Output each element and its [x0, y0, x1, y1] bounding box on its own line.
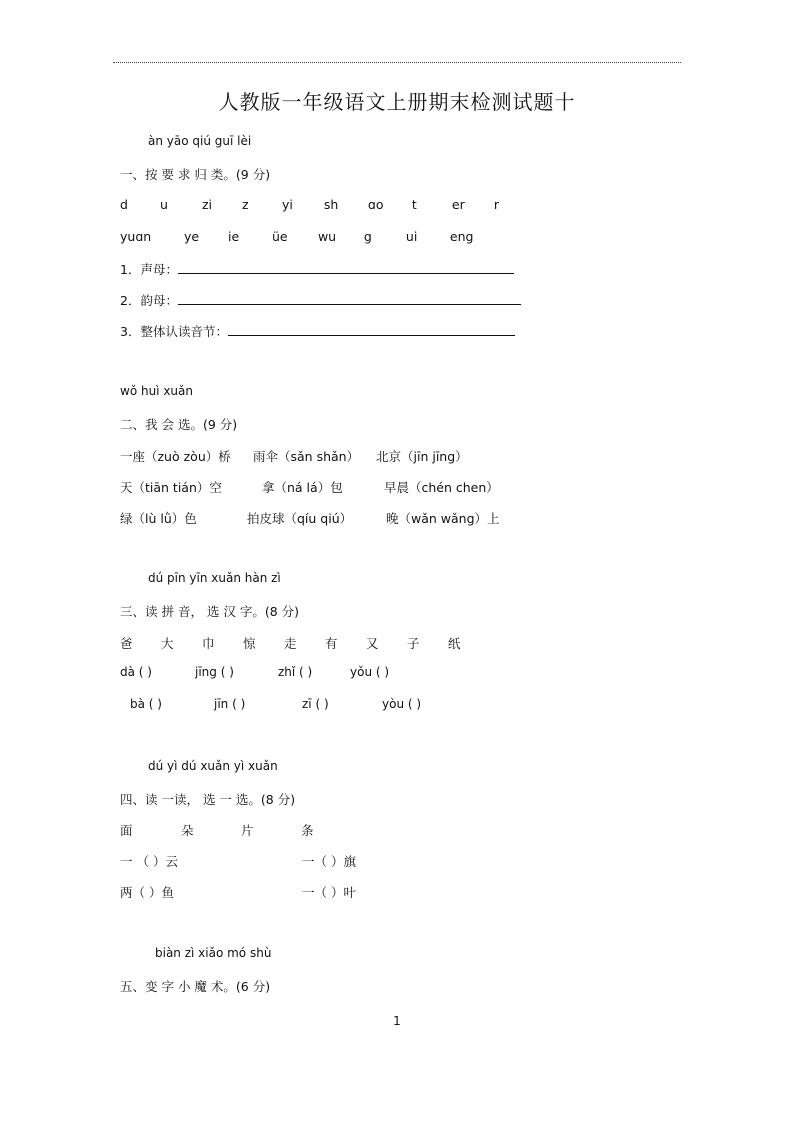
list-item: 片 — [240, 823, 254, 838]
list-item: t — [411, 197, 417, 212]
s3-heading: 三、读 拼 音， 选 汉 字。(8 分) — [120, 604, 300, 619]
list-item: eng — [449, 229, 474, 244]
list-item: er — [451, 197, 465, 212]
answer-blank[interactable] — [178, 261, 514, 274]
list-item: sh — [323, 197, 339, 212]
list-item: yǒu ( ) — [350, 665, 390, 679]
list-item: ui — [405, 229, 418, 244]
list-item: 子 — [406, 636, 420, 651]
list-item: g — [363, 229, 372, 244]
s4-heading: 四、读 一读， 选 一 选。(8 分) — [120, 792, 296, 807]
list-item: jīng ( ) — [195, 665, 234, 679]
list-item: 纸 — [447, 636, 461, 651]
question-label: 1．声母： — [120, 262, 178, 277]
s1-heading: 一、按 要 求 归 类。(9 分) — [120, 167, 271, 182]
list-item: 两（ ）鱼 — [120, 885, 174, 900]
list-item: bà ( ) — [130, 697, 162, 711]
list-item: 拍皮球（qíu qiú） — [247, 511, 353, 526]
s4-pinyin: dú yì dú xuǎn yì xuǎn — [148, 759, 278, 773]
list-item: 条 — [300, 823, 314, 838]
list-item: 面 — [120, 823, 133, 838]
s1-row2 — [120, 229, 490, 244]
list-item: 又 — [365, 636, 379, 651]
list-item: 天（tiān tián）空 — [120, 480, 222, 495]
list-item: 有 — [324, 636, 338, 651]
s5-pinyin: biàn zì xiǎo mó shù — [155, 946, 272, 960]
list-item: 雨伞（sǎn shǎn） — [253, 449, 360, 464]
list-item: yi — [281, 197, 293, 212]
list-item: yuɑn — [120, 229, 152, 244]
s5-heading: 五、变 字 小 魔 术。(6 分) — [120, 979, 271, 994]
list-item: üe — [271, 229, 288, 244]
s1-question-3 — [120, 322, 515, 340]
s1-row1 — [120, 197, 514, 212]
s1-question-2 — [120, 291, 521, 309]
list-item: ye — [183, 229, 200, 244]
list-item: yòu ( ) — [382, 697, 422, 711]
list-item: wu — [317, 229, 337, 244]
list-item: zi — [201, 197, 213, 212]
s2-pinyin: wǒ huì xuǎn — [120, 384, 193, 398]
list-item: ɑo — [367, 197, 384, 212]
list-item: 一（ ）叶 — [302, 885, 356, 900]
list-item: 惊 — [242, 636, 256, 651]
list-item: 一 （ ）云 — [120, 854, 178, 869]
list-item: 大 — [160, 636, 174, 651]
s3-characters — [120, 634, 468, 652]
list-item: 一座（zuò zòu）桥 — [120, 449, 231, 464]
list-item: 拿（ná lá）包 — [262, 480, 343, 495]
s1-pinyin: àn yāo qiú guī lèi — [148, 134, 252, 148]
s3-pinyin: dú pīn yīn xuǎn hàn zì — [148, 571, 281, 585]
list-item: 爸 — [120, 636, 133, 651]
s4-words — [120, 821, 321, 839]
question-label: 2．韵母： — [120, 293, 178, 308]
list-item: d — [120, 197, 128, 212]
answer-blank[interactable] — [178, 292, 521, 305]
list-item: 巾 — [201, 636, 215, 651]
page-title: 人教版一年级语文上册期末检测试题十 — [218, 90, 576, 114]
list-item: jīn ( ) — [214, 697, 246, 711]
list-item: ie — [227, 229, 240, 244]
list-item: zhǐ ( ) — [278, 665, 313, 679]
list-item: 朵 — [180, 823, 194, 838]
list-item: u — [159, 197, 168, 212]
s2-heading: 二、我 会 选。(9 分) — [120, 417, 238, 432]
list-item: 晚（wǎn wǎng）上 — [386, 511, 500, 526]
list-item: 一（ ）旗 — [302, 854, 356, 869]
list-item: zī ( ) — [302, 697, 329, 711]
list-item: 走 — [283, 636, 297, 651]
list-item: 北京（jīn jīng） — [376, 449, 468, 464]
list-item: dà ( ) — [120, 665, 152, 679]
s1-question-1 — [120, 260, 514, 278]
list-item: z — [241, 197, 249, 212]
header-divider — [113, 62, 681, 63]
page-number: 1 — [393, 1014, 401, 1028]
answer-blank[interactable] — [228, 323, 515, 336]
question-label: 3．整体认读音节： — [120, 324, 228, 339]
list-item: r — [493, 197, 499, 212]
list-item: 绿（lù lǜ）色 — [120, 511, 197, 526]
list-item: 早晨（chén chen） — [384, 480, 499, 495]
